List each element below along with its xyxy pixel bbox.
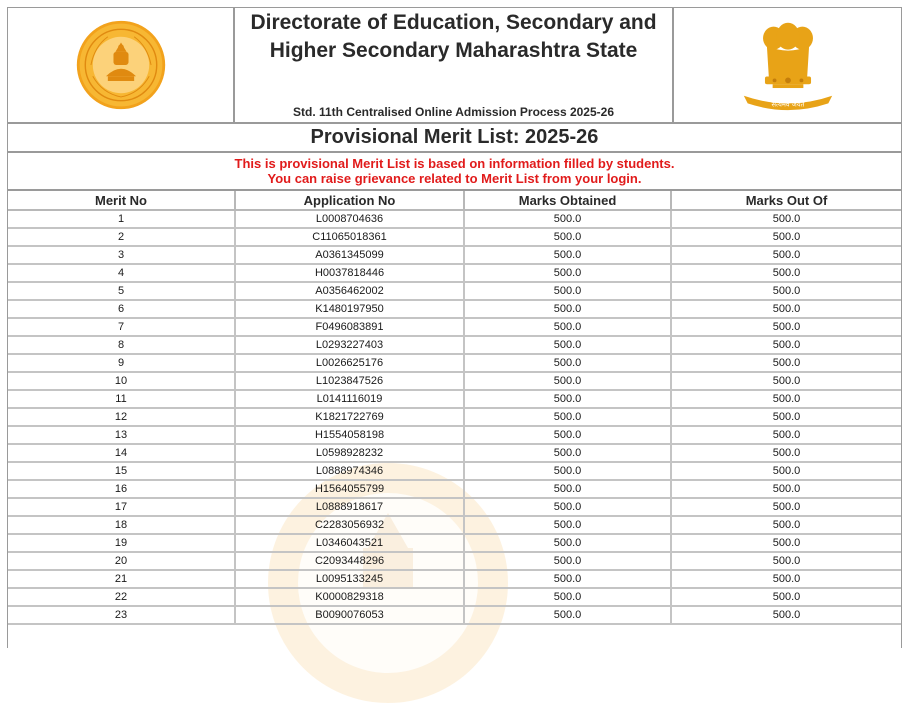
table-row <box>8 498 901 516</box>
national-emblem-icon <box>740 17 836 113</box>
application-no-cell: L0141116019 <box>235 390 464 408</box>
marks-obtained-cell: 500.0 <box>464 300 671 318</box>
merit-no-cell: 15 <box>8 462 235 480</box>
merit-no-cell: 19 <box>8 534 235 552</box>
document-header <box>8 8 901 124</box>
notice-banner <box>8 153 901 191</box>
application-no-cell: L0095133245 <box>235 570 464 588</box>
merit-no-cell: 5 <box>8 282 235 300</box>
col-header-marks-obtained: Marks Obtained <box>464 191 671 210</box>
table-row <box>8 372 901 390</box>
table-row <box>8 210 901 228</box>
merit-no-cell: 22 <box>8 588 235 606</box>
application-no-cell: A0361345099 <box>235 246 464 264</box>
table-body <box>8 210 901 624</box>
marks-out-of-cell: 500.0 <box>671 372 901 390</box>
right-logo-cell <box>672 8 901 122</box>
marks-out-of-cell: 500.0 <box>671 588 901 606</box>
marks-obtained-cell: 500.0 <box>464 228 671 246</box>
marks-out-of-cell: 500.0 <box>671 426 901 444</box>
merit-no-cell: 7 <box>8 318 235 336</box>
table-row <box>8 318 901 336</box>
application-no-cell: C2093448296 <box>235 552 464 570</box>
table-row <box>8 300 901 318</box>
table-row <box>8 228 901 246</box>
merit-no-cell: 11 <box>8 390 235 408</box>
marks-obtained-cell: 500.0 <box>464 372 671 390</box>
merit-no-cell: 23 <box>8 606 235 624</box>
table-row <box>8 408 901 426</box>
col-header-merit-no: Merit No <box>8 191 235 210</box>
marks-out-of-cell: 500.0 <box>671 462 901 480</box>
application-no-cell: H1554058198 <box>235 426 464 444</box>
table-row <box>8 444 901 462</box>
application-no-cell: H0037818446 <box>235 264 464 282</box>
marks-obtained-cell: 500.0 <box>464 534 671 552</box>
table-row <box>8 516 901 534</box>
merit-list-page <box>7 7 902 648</box>
table-row <box>8 426 901 444</box>
merit-no-cell: 18 <box>8 516 235 534</box>
table-row <box>8 552 901 570</box>
table-row <box>8 264 901 282</box>
application-no-cell: H1564055799 <box>235 480 464 498</box>
marks-obtained-cell: 500.0 <box>464 354 671 372</box>
maharashtra-education-seal-icon <box>74 18 168 112</box>
application-no-cell: L0598928232 <box>235 444 464 462</box>
marks-out-of-cell: 500.0 <box>671 498 901 516</box>
marks-obtained-cell: 500.0 <box>464 282 671 300</box>
merit-no-cell: 1 <box>8 210 235 228</box>
table-row <box>8 534 901 552</box>
col-header-application-no: Application No <box>235 191 464 210</box>
application-no-cell: F0496083891 <box>235 318 464 336</box>
marks-out-of-cell: 500.0 <box>671 300 901 318</box>
marks-obtained-cell: 500.0 <box>464 588 671 606</box>
application-no-cell: L0346043521 <box>235 534 464 552</box>
marks-out-of-cell: 500.0 <box>671 246 901 264</box>
merit-no-cell: 16 <box>8 480 235 498</box>
marks-out-of-cell: 500.0 <box>671 390 901 408</box>
application-no-cell: K1821722769 <box>235 408 464 426</box>
table-header-row <box>8 191 901 210</box>
admission-process-subtitle: Std. 11th Centralised Online Admission Process 2025-26 <box>292 105 614 119</box>
marks-obtained-cell: 500.0 <box>464 516 671 534</box>
application-no-cell: B0090076053 <box>235 606 464 624</box>
application-no-cell: L1023847526 <box>235 372 464 390</box>
merit-no-cell: 9 <box>8 354 235 372</box>
merit-no-cell: 17 <box>8 498 235 516</box>
table-row <box>8 570 901 588</box>
marks-out-of-cell: 500.0 <box>671 228 901 246</box>
emblem-motto: सत्यमेव जयते <box>771 100 804 109</box>
application-no-cell: L0026625176 <box>235 354 464 372</box>
table-row <box>8 336 901 354</box>
marks-out-of-cell: 500.0 <box>671 354 901 372</box>
merit-no-cell: 12 <box>8 408 235 426</box>
table-row <box>8 480 901 498</box>
marks-obtained-cell: 500.0 <box>464 408 671 426</box>
notice-line-1: This is provisional Merit List is based on information filled by students. <box>234 156 675 171</box>
marks-out-of-cell: 500.0 <box>671 444 901 462</box>
marks-obtained-cell: 500.0 <box>464 498 671 516</box>
application-no-cell: K0000829318 <box>235 588 464 606</box>
marks-out-of-cell: 500.0 <box>671 264 901 282</box>
merit-table <box>8 191 901 625</box>
marks-obtained-cell: 500.0 <box>464 606 671 624</box>
application-no-cell: C2283056932 <box>235 516 464 534</box>
notice-line-2: You can raise grievance related to Merit List from your login. <box>267 171 642 186</box>
application-no-cell: K1480197950 <box>235 300 464 318</box>
marks-out-of-cell: 500.0 <box>671 606 901 624</box>
marks-out-of-cell: 500.0 <box>671 282 901 300</box>
table-row <box>8 462 901 480</box>
application-no-cell: L0888918617 <box>235 498 464 516</box>
marks-obtained-cell: 500.0 <box>464 426 671 444</box>
marks-obtained-cell: 500.0 <box>464 444 671 462</box>
marks-obtained-cell: 500.0 <box>464 480 671 498</box>
application-no-cell: C11065018361 <box>235 228 464 246</box>
marks-obtained-cell: 500.0 <box>464 318 671 336</box>
merit-no-cell: 8 <box>8 336 235 354</box>
marks-out-of-cell: 500.0 <box>671 534 901 552</box>
merit-no-cell: 3 <box>8 246 235 264</box>
table-row <box>8 588 901 606</box>
col-header-marks-out-of: Marks Out Of <box>671 191 901 210</box>
merit-no-cell: 14 <box>8 444 235 462</box>
table-row <box>8 246 901 264</box>
merit-list-title: Provisional Merit List: 2025-26 <box>8 124 901 153</box>
marks-obtained-cell: 500.0 <box>464 264 671 282</box>
marks-out-of-cell: 500.0 <box>671 408 901 426</box>
merit-no-cell: 6 <box>8 300 235 318</box>
merit-no-cell: 2 <box>8 228 235 246</box>
header-title-cell <box>235 8 672 122</box>
marks-obtained-cell: 500.0 <box>464 246 671 264</box>
application-no-cell: L0008704636 <box>235 210 464 228</box>
marks-obtained-cell: 500.0 <box>464 552 671 570</box>
table-row <box>8 390 901 408</box>
marks-out-of-cell: 500.0 <box>671 552 901 570</box>
table-row <box>8 354 901 372</box>
marks-out-of-cell: 500.0 <box>671 318 901 336</box>
marks-out-of-cell: 500.0 <box>671 336 901 354</box>
merit-no-cell: 20 <box>8 552 235 570</box>
application-no-cell: L0888974346 <box>235 462 464 480</box>
table-row <box>8 282 901 300</box>
marks-obtained-cell: 500.0 <box>464 210 671 228</box>
merit-no-cell: 13 <box>8 426 235 444</box>
merit-no-cell: 4 <box>8 264 235 282</box>
marks-out-of-cell: 500.0 <box>671 210 901 228</box>
marks-obtained-cell: 500.0 <box>464 462 671 480</box>
directorate-title: Directorate of Education, Secondary and Higher Secondary Maharashtra State <box>250 11 657 62</box>
application-no-cell: A0356462002 <box>235 282 464 300</box>
left-logo-cell <box>8 8 235 122</box>
merit-no-cell: 21 <box>8 570 235 588</box>
marks-out-of-cell: 500.0 <box>671 516 901 534</box>
marks-out-of-cell: 500.0 <box>671 570 901 588</box>
application-no-cell: L0293227403 <box>235 336 464 354</box>
marks-out-of-cell: 500.0 <box>671 480 901 498</box>
marks-obtained-cell: 500.0 <box>464 336 671 354</box>
merit-no-cell: 10 <box>8 372 235 390</box>
marks-obtained-cell: 500.0 <box>464 570 671 588</box>
marks-obtained-cell: 500.0 <box>464 390 671 408</box>
table-row <box>8 606 901 624</box>
